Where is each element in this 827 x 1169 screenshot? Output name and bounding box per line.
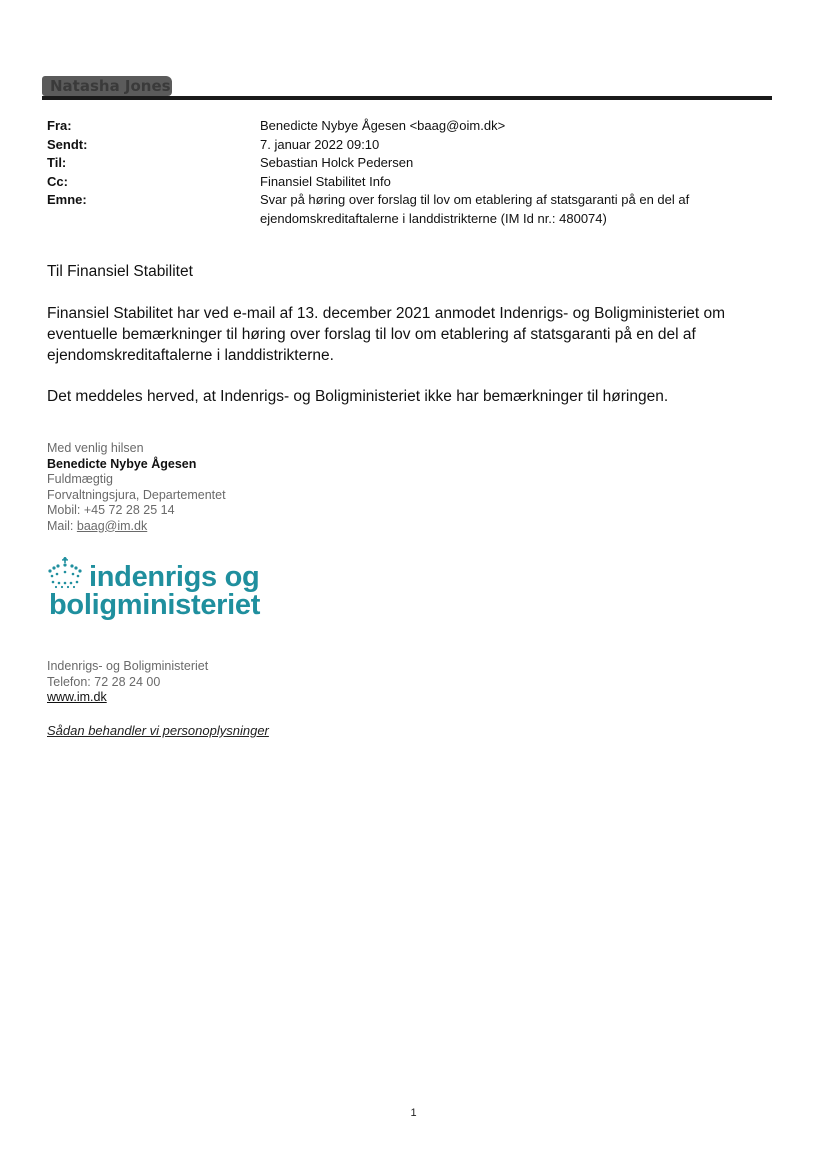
ministry-website-link[interactable]: www.im.dk bbox=[47, 690, 107, 704]
header-rule bbox=[42, 96, 772, 100]
meta-key: Fra: bbox=[47, 118, 72, 133]
redacted-name-header: Natasha Jones bbox=[42, 76, 172, 96]
mail-link[interactable]: baag@im.dk bbox=[76, 518, 148, 533]
meta-row-cc bbox=[47, 173, 747, 192]
ministry-phone: Telefon: 72 28 24 00 bbox=[47, 674, 161, 689]
signature-closing: Med venlig hilsen bbox=[47, 441, 144, 455]
signature-mail bbox=[47, 519, 226, 535]
meta-value: Svar på høring over forslag til lov om etablering af statsgaranti på en del af ejendomskreditaftalerne i landdistrikterne (IM Id nr.: 480074) bbox=[260, 192, 690, 226]
signature-name: Benedicte Nybye Ågesen bbox=[47, 456, 197, 471]
signature-mobile: Mobil: +45 72 28 25 14 bbox=[47, 503, 175, 517]
meta-key: Emne: bbox=[47, 192, 87, 207]
meta-value: 7. januar 2022 09:10 bbox=[260, 136, 380, 152]
body-paragraph: Det meddeles herved, at Indenrigs- og Boligministeriet ikke har bemærkninger til høringen. bbox=[47, 388, 669, 405]
mail-label: Mail: bbox=[47, 518, 77, 533]
meta-row-to bbox=[47, 154, 747, 173]
ministry-contact bbox=[47, 659, 208, 706]
signature-department: Forvaltningsjura, Departementet bbox=[47, 487, 226, 502]
privacy-link[interactable]: Sådan behandler vi personoplysninger bbox=[47, 723, 269, 738]
body-paragraph: Finansiel Stabilitet har ved e-mail af 13. december 2021 anmodet Indenrigs- og Boligministeriet om eventuelle bemærkninger til høring over forslag til lov om etablering af statsgaranti på en del af ejendomskreditaftalerne i landdistrikterne. bbox=[47, 305, 726, 364]
meta-value: Sebastian Holck Pedersen bbox=[260, 155, 414, 170]
meta-value: Finansiel Stabilitet Info bbox=[260, 173, 391, 189]
ministry-logo bbox=[51, 563, 260, 619]
meta-key: Til: bbox=[47, 155, 67, 170]
meta-key: Cc: bbox=[47, 173, 68, 189]
email-header bbox=[47, 117, 747, 228]
logo-line-2: boligministeriet bbox=[49, 589, 261, 621]
page-number: 1 bbox=[410, 1107, 417, 1119]
signature-title: Fuldmægtig bbox=[47, 472, 113, 486]
meta-row-from bbox=[47, 117, 747, 136]
greeting: Til Finansiel Stabilitet bbox=[47, 263, 193, 280]
logo-line-1: indenrigs og bbox=[89, 561, 260, 593]
meta-row-subject bbox=[47, 191, 747, 228]
meta-value: Benedicte Nybye Ågesen <baag@oim.dk> bbox=[260, 118, 506, 133]
meta-key: Sendt: bbox=[47, 136, 88, 152]
ministry-name: Indenrigs- og Boligministeriet bbox=[47, 659, 209, 673]
meta-row-sent bbox=[47, 136, 747, 155]
signature-block bbox=[47, 441, 226, 534]
